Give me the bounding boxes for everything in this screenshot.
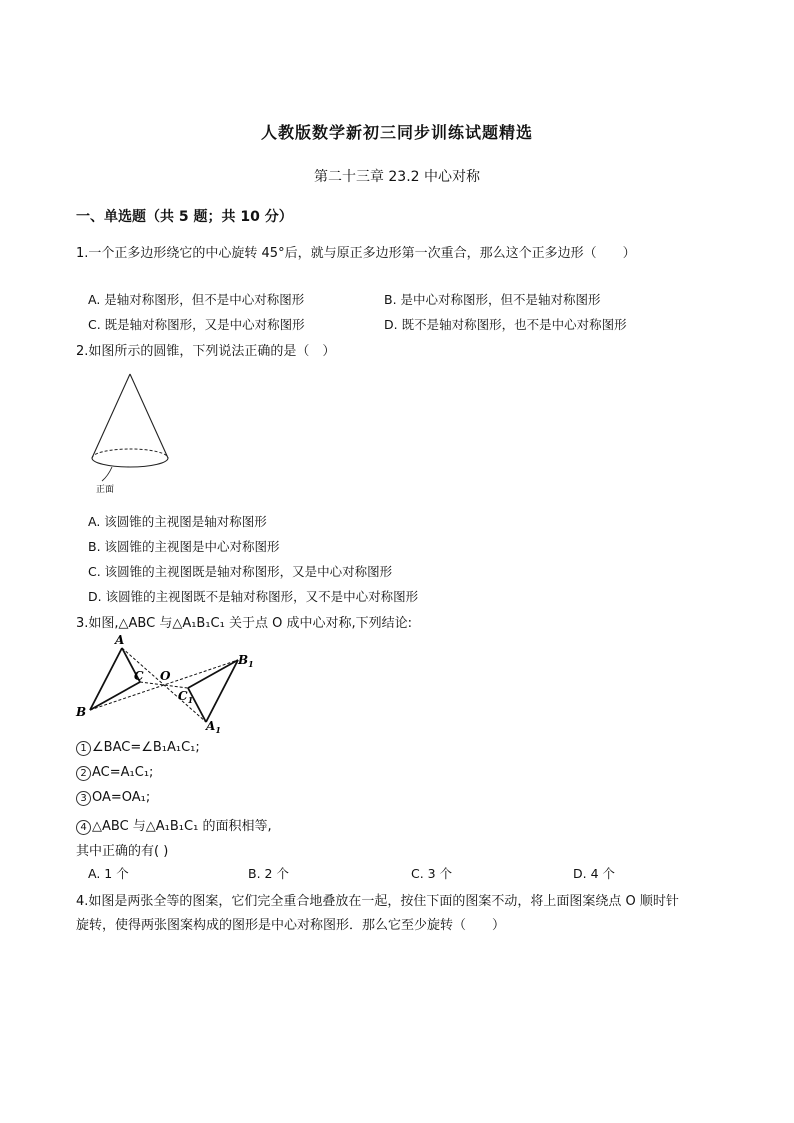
q2-option-b: B. 该圆锥的主视图是中心对称图形: [88, 539, 280, 554]
q3-statement-3: 3 OA=OA₁;: [76, 790, 150, 806]
question-1-stem: 1.一个正多边形绕它的中心旋转 45°后，就与原正多边形第一次重合，那么这个正多边形（ ）: [76, 246, 636, 261]
central-symmetry-figure: [72, 630, 262, 740]
circled-number-3: 3: [76, 791, 91, 806]
cone-left-edge: [92, 374, 130, 458]
cone-base-front: [92, 458, 168, 467]
chapter-subtitle: 第二十三章 23.2 中心对称: [313, 169, 481, 185]
question-3-stem: 3.如图,△ABC 与△A₁B₁C₁ 关于点 O 成中心对称,下列结论:: [76, 616, 412, 631]
q2-option-a: A. 该圆锥的主视图是轴对称图形: [88, 514, 267, 529]
q3-option-a: A. 1 个: [88, 866, 129, 881]
front-view-label: 正面: [96, 485, 115, 495]
q3-stem-pre: 3.如图,△ABC 与△A: [76, 616, 192, 631]
label-o: O: [160, 669, 171, 683]
question-4-stem-line2: 旋转，使得两张图案构成的图形是中心对称图形．那么它至少旋转（ ）: [76, 918, 506, 933]
circled-number-1: 1: [76, 741, 91, 756]
q1-option-d: D. 既不是轴对称图形，也不是中心对称图形: [384, 317, 627, 332]
cone-base-back: [92, 449, 168, 458]
question-2-stem: 2.如图所示的圆锥，下列说法正确的是（ ）: [76, 344, 336, 359]
q3-statement-2: 2 AC=A₁C₁;: [76, 765, 153, 781]
label-a1: $A_1$: [206, 719, 221, 735]
label-c: C: [134, 669, 144, 683]
label-b1: $B_1$: [238, 653, 254, 669]
q3-statement-4: 4 △ABC 与△A₁B₁C₁ 的面积相等,: [76, 815, 272, 835]
q1-option-b: B. 是中心对称图形，但不是轴对称图形: [384, 292, 601, 307]
label-c1: $C_1$: [178, 689, 194, 705]
cone-right-edge: [130, 374, 168, 458]
page-title: 人教版数学新初三同步训练试题精选: [260, 123, 533, 142]
cone-pointer-line: [102, 467, 112, 481]
q3-option-c: C. 3 个: [411, 866, 453, 881]
label-b: B: [76, 705, 87, 719]
q2-option-c: C. 该圆锥的主视图既是轴对称图形，又是中心对称图形: [88, 564, 393, 579]
circled-number-2: 2: [76, 766, 91, 781]
q3-stem-post: 关于点 O 成中心对称,下列结论:: [228, 616, 412, 631]
q1-option-a: A. 是轴对称图形，但不是中心对称图形: [88, 292, 305, 307]
q3-option-b: B. 2 个: [248, 866, 289, 881]
q3-option-d: D. 4 个: [573, 866, 615, 881]
q2-option-d: D. 该圆锥的主视图既不是轴对称图形，又不是中心对称图形: [88, 589, 419, 604]
q3-conclusion: 其中正确的有( ): [76, 844, 169, 859]
q3-statement-1: 1 ∠BAC=∠B₁A₁C₁;: [76, 740, 200, 756]
cone-figure: [88, 370, 188, 498]
question-4-stem-line1: 4.如图是两张全等的图案，它们完全重合地叠放在一起，按住下面的图案不动，将上面图案绕点 O 顺时针: [76, 894, 679, 909]
q1-option-c: C. 既是轴对称图形，又是中心对称图形: [88, 317, 305, 332]
label-a: A: [115, 633, 125, 647]
section-heading: 一、单选题（共 5 题；共 10 分）: [76, 209, 293, 225]
circled-number-4: 4: [76, 820, 91, 835]
